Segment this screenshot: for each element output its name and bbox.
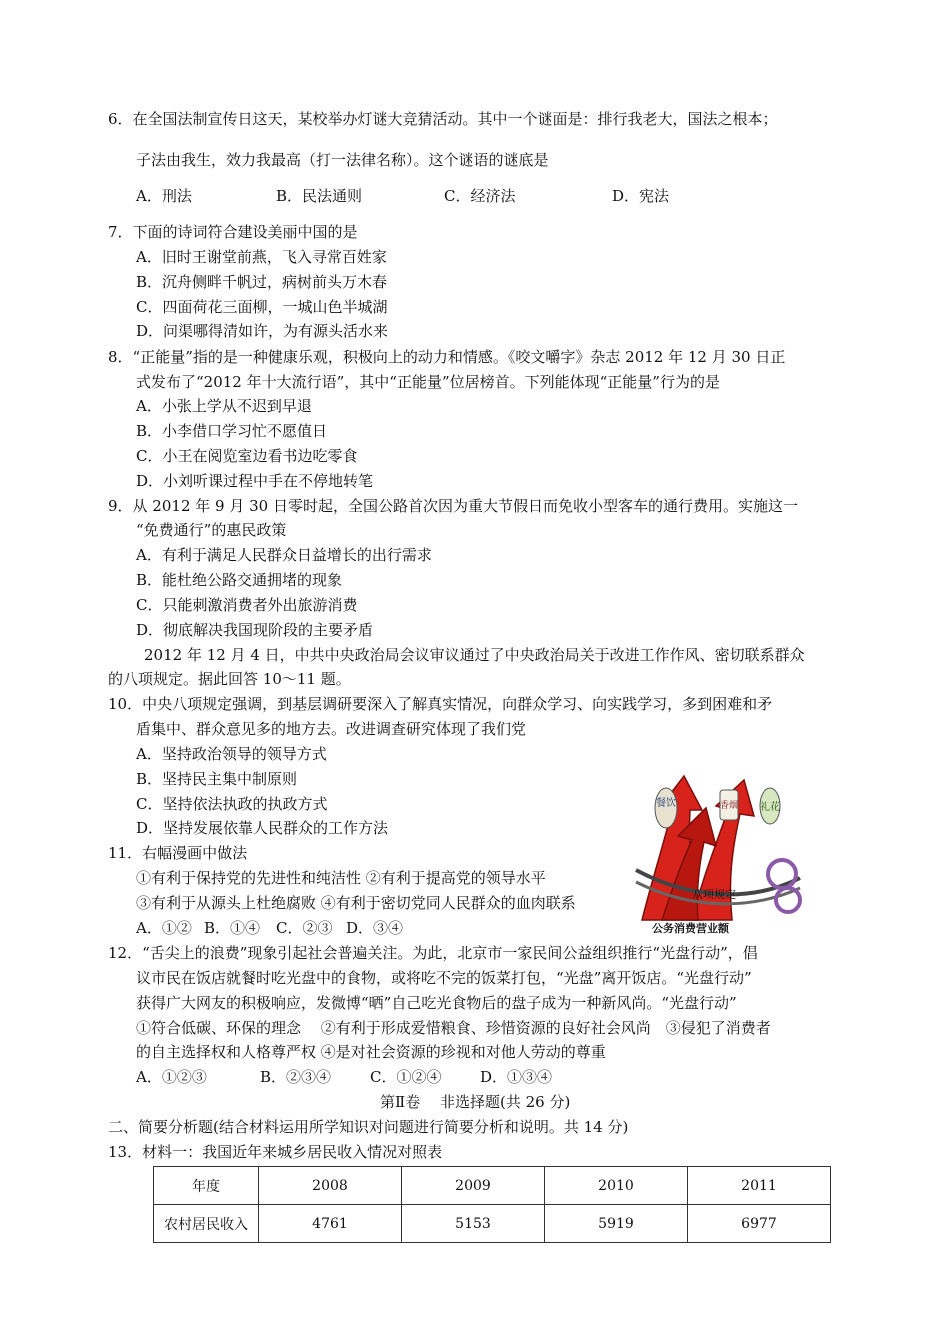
table-cell: 4761: [259, 1205, 402, 1243]
q11-statements-2: ③有利于从源头上杜绝腐败 ④有利于密切党同人民群众的血肉联系: [136, 894, 576, 912]
q7-option-c: C．四面荷花三面柳，一城山色半城湖: [136, 298, 388, 316]
q9-option-a: A．有利于满足人民群众日益增长的出行需求: [136, 546, 432, 564]
section2-title: 第Ⅱ卷 非选择题(共 26 分): [380, 1093, 571, 1111]
q12-option-c: C．①②④: [370, 1068, 442, 1086]
scissor-label: 八项规定: [692, 888, 736, 901]
table-cell: 农村居民收入: [154, 1205, 259, 1243]
q8-line1: 8．“正能量”指的是一种健康乐观，积极向上的动力和情感。《咬文嚼字》杂志 2012 年 12 月 30 日正: [108, 348, 786, 366]
q8-option-b: B．小李借口学习忙不愿值日: [136, 422, 328, 440]
q6-line1: 6．在全国法制宣传日这天，某校举办灯谜大竞猜活动。其中一个谜面是：排行我老大，国法之根本；: [108, 110, 778, 128]
q6-line2: 子法由我生，效力我最高（打一法律名称）。这个谜语的谜底是: [136, 151, 549, 169]
q8-option-a: A．小张上学从不迟到早退: [136, 397, 312, 415]
q6-option-c: C．经济法: [444, 187, 516, 205]
q11-stem: 11．右幅漫画中做法: [108, 844, 248, 862]
q7-option-a: A．旧时王谢堂前燕，飞入寻常百姓家: [136, 248, 387, 266]
table-header-cell: 2010: [545, 1167, 688, 1205]
income-table: [153, 1166, 831, 1243]
q7-stem: 7．下面的诗词符合建设美丽中国的是: [108, 223, 358, 241]
q11-option-b: B．①④: [204, 919, 261, 937]
q10-option-b: B．坚持民主集中制原则: [136, 770, 298, 788]
material-line2: 的八项规定。据此回答 10～11 题。: [108, 670, 351, 688]
q12-option-b: B．②③④: [260, 1068, 332, 1086]
table-cell: 5153: [402, 1205, 545, 1243]
q9-option-d: D．彻底解决我国现阶段的主要矛盾: [136, 621, 374, 639]
q6-option-a: A．刑法: [136, 187, 192, 205]
table-header-cell: 年度: [154, 1167, 259, 1205]
q9-line2: “免费通行”的惠民政策: [136, 521, 287, 539]
q8-line2: 式发布了“2012 年十大流行语”，其中“正能量”位居榜首。下列能体现“正能量”行为的是: [136, 373, 720, 391]
q12-line1: 12．“舌尖上的浪费”现象引起社会普遍关注。为此，北京市一家民间公益组织推行“光盘行动”，倡: [108, 944, 758, 962]
table-header-cell: 2011: [688, 1167, 831, 1205]
table-cell: 5919: [545, 1205, 688, 1243]
section2-heading: 二、简要分析题(结合材料运用所学知识对问题进行简要分析和说明。共 14 分): [108, 1118, 629, 1136]
table-header-cell: 2009: [402, 1167, 545, 1205]
table-header-row: [154, 1167, 831, 1205]
q11-statements-1: ①有利于保持党的先进性和纯洁性 ②有利于提高党的领导水平: [136, 869, 546, 887]
q10-option-c: C．坚持依法执政的执政方式: [136, 795, 328, 813]
material-line1: 2012 年 12 月 4 日，中共中央政治局会议审议通过了中央政治局关于改进工作作风、密切联系群众: [144, 646, 805, 664]
arrow-label-fireworks: 礼花: [760, 802, 780, 813]
q12-option-a: A．①②③: [136, 1068, 207, 1086]
q9-option-c: C．只能刺激消费者外出旅游消费: [136, 596, 358, 614]
cartoon-illustration: [632, 770, 810, 938]
q9-option-b: B．能杜绝公路交通拥堵的现象: [136, 571, 343, 589]
q10-line2: 盾集中、群众意见多的地方去。改进调查研究体现了我们党: [136, 720, 527, 738]
q12-option-d: D．①③④: [480, 1068, 553, 1086]
q12-statements-2: 的自主选择权和人格尊严权 ④是对社会资源的珍视和对他人劳动的尊重: [136, 1043, 606, 1061]
table-cell: 6977: [688, 1205, 831, 1243]
q11-option-a: A．①②: [136, 919, 192, 937]
q6-option-d: D．宪法: [612, 187, 670, 205]
q12-line2: 议市民在饭店就餐时吃光盘中的食物，或将吃不完的饭菜打包，“光盘”离开饭店。“光盘行动”: [136, 969, 752, 987]
q11-option-d: D．③④: [346, 919, 404, 937]
q7-option-d: D．问渠哪得清如许，为有源头活水来: [136, 322, 389, 340]
arrow-label-cigarettes: 香烟: [719, 801, 739, 811]
q8-option-d: D．小刘听课过程中手在不停地转笔: [136, 472, 374, 490]
q12-statements-1: ①符合低碳、环保的理念 ②有利于形成爱惜粮食、珍惜资源的良好社会风尚 ③侵犯了消费者: [136, 1019, 771, 1037]
q10-option-d: D．坚持发展依靠人民群众的工作方法: [136, 819, 389, 837]
q8-option-c: C．小王在阅览室边看书边吃零食: [136, 447, 358, 465]
table-header-cell: 2008: [259, 1167, 402, 1205]
table-row: [154, 1205, 831, 1243]
q11-option-c: C．②③: [276, 919, 333, 937]
q12-line3: 获得广大网友的积极响应，发微博“晒”自己吃光食物后的盘子成为一种新风尚。“光盘行动”: [136, 994, 737, 1012]
q10-line1: 10．中央八项规定强调，到基层调研要深入了解真实情况，向群众学习、向实践学习，多到困难和矛: [108, 695, 773, 713]
q6-option-b: B．民法通则: [276, 187, 363, 205]
q7-option-b: B．沉舟侧畔千帆过，病树前头万木春: [136, 273, 388, 291]
q10-option-a: A．坚持政治领导的领导方式: [136, 745, 327, 763]
arrow-label-dining: 餐饮: [656, 798, 676, 809]
q13-stem: 13．材料一：我国近年来城乡居民收入情况对照表: [108, 1143, 443, 1161]
q9-line1: 9．从 2012 年 9 月 30 日零时起，全国公路首次因为重大节假日而免收小型客车的通行费用。实施这一: [108, 497, 798, 515]
cartoon-caption: 公务消费营业额: [652, 922, 729, 935]
